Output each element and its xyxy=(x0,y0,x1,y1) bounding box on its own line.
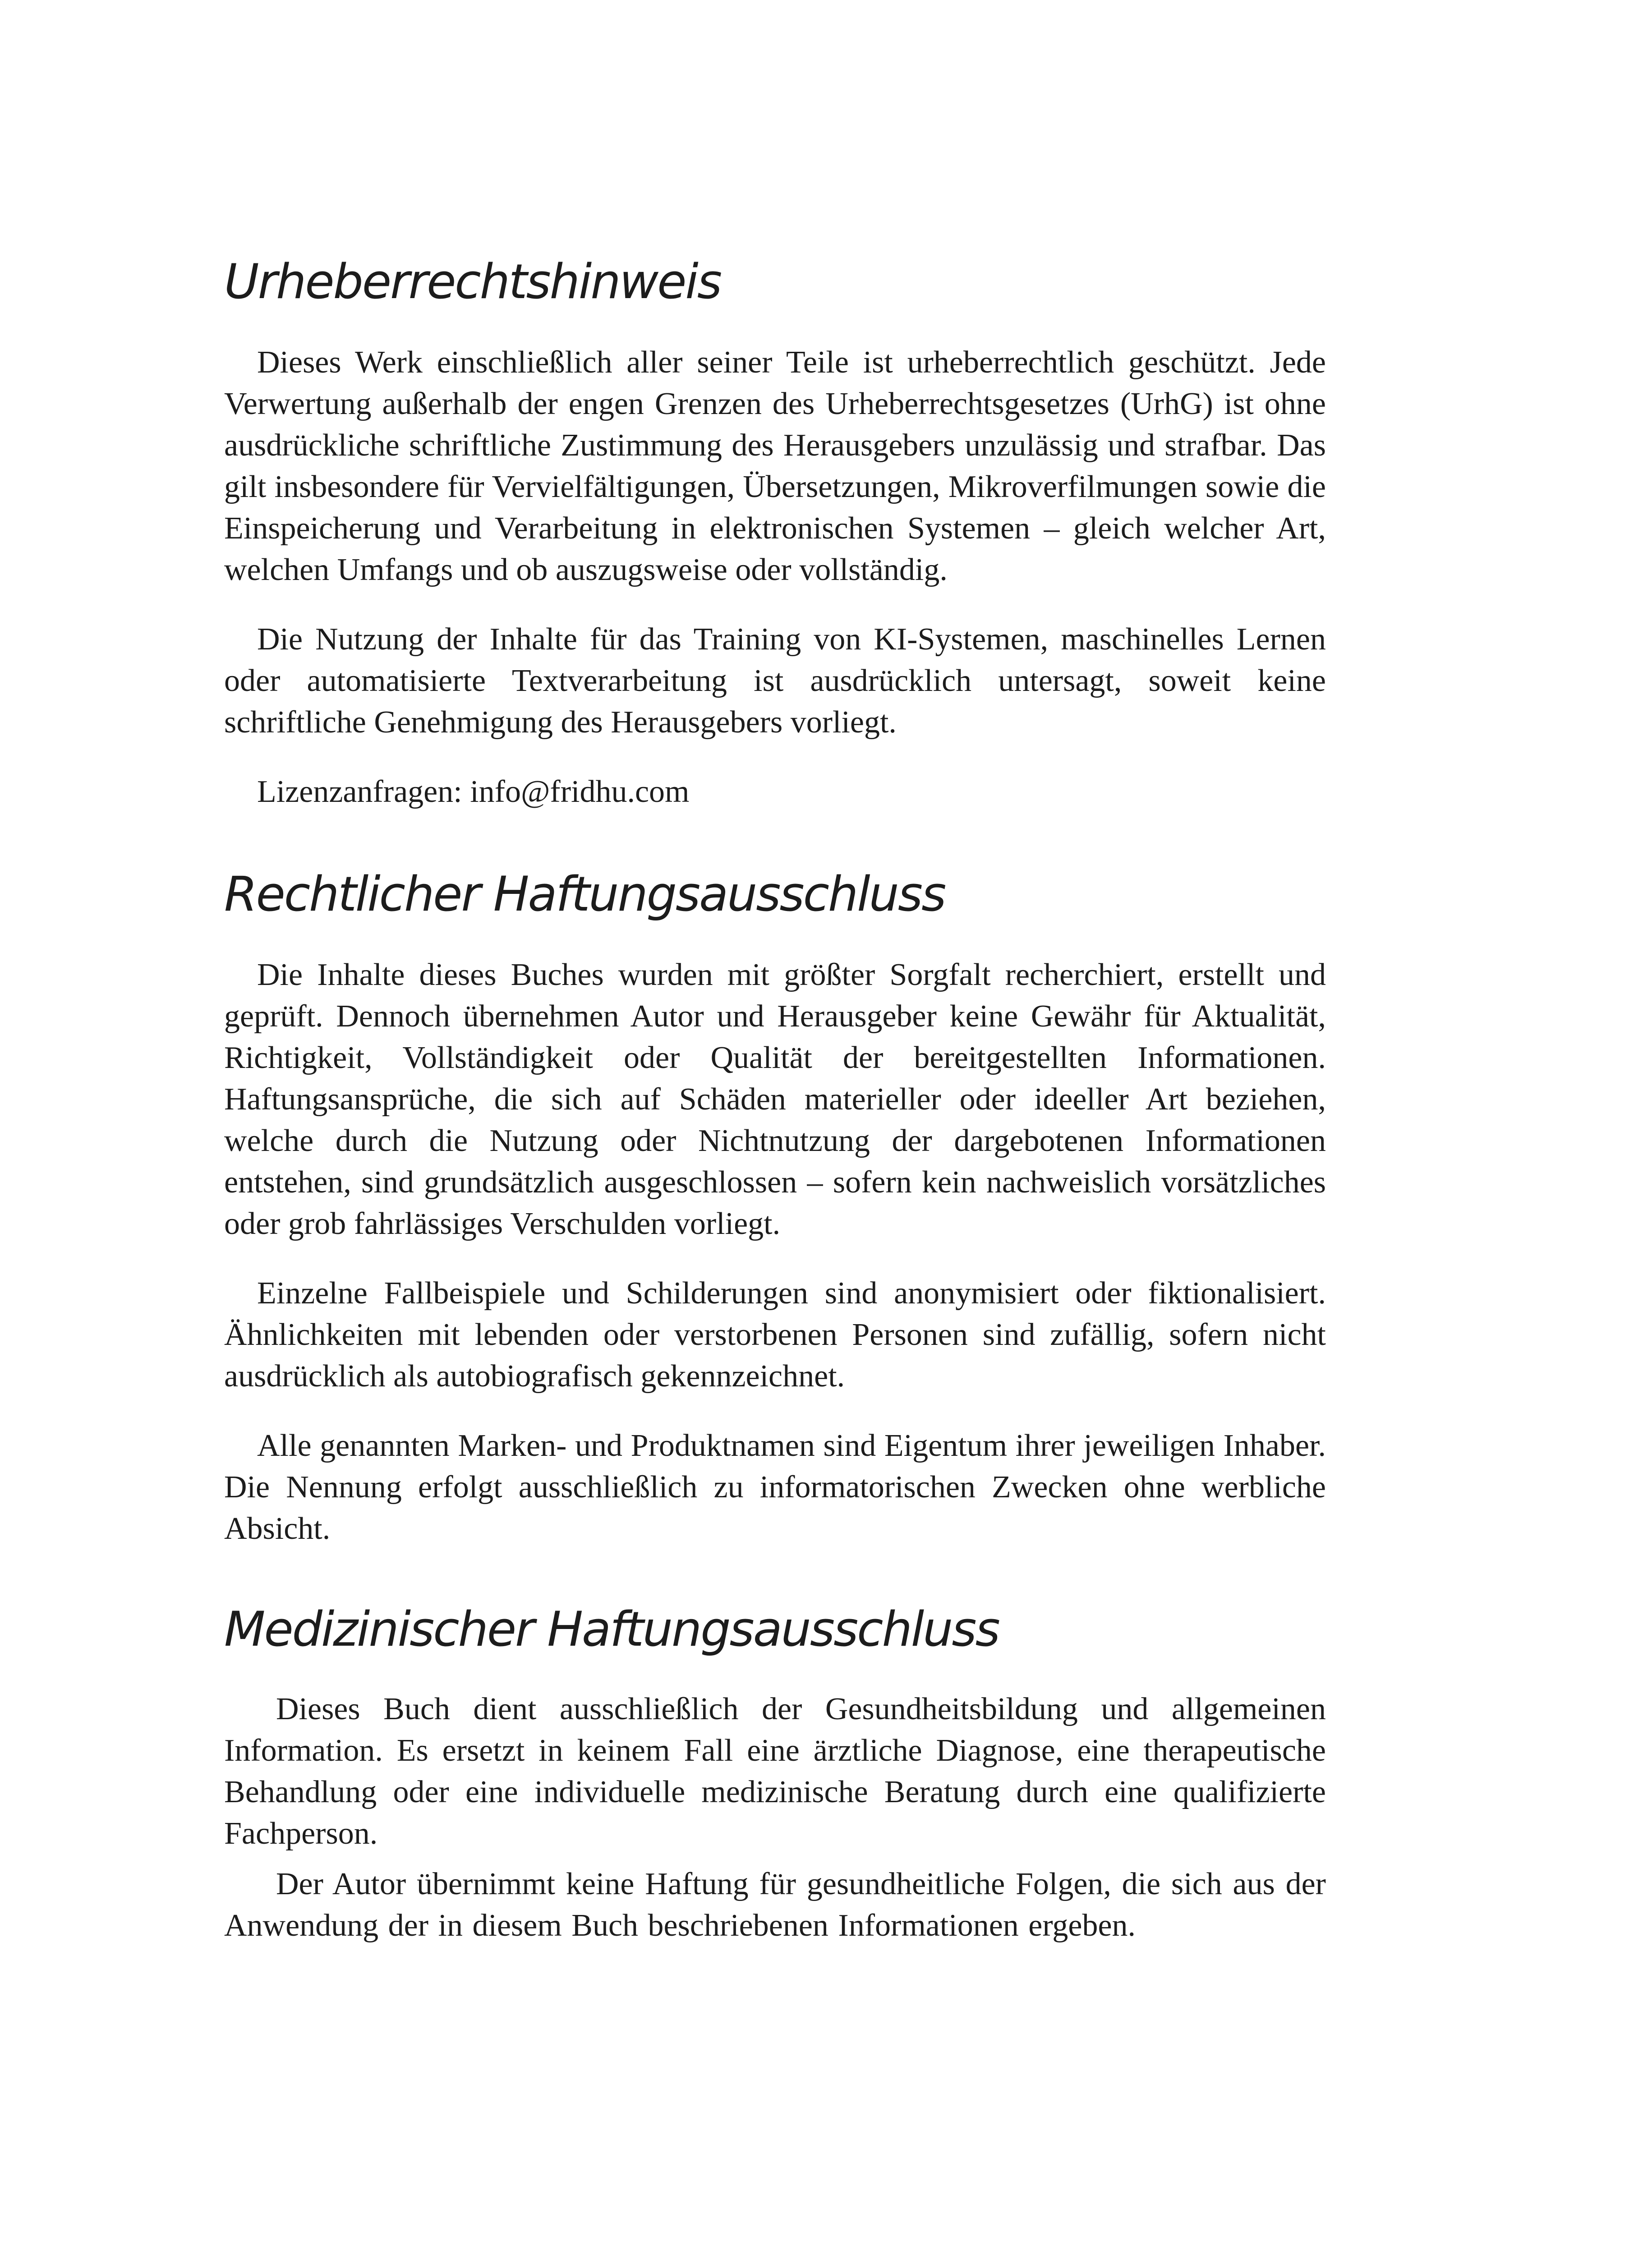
page-content xyxy=(224,253,1326,1947)
body-paragraph: Dieses Werk einschließlich aller seiner Teile ist urheberrechtlich geschützt. Jede Verwertung außerhalb der engen Grenzen des Urheberrechtsgesetzes (UrhG) ist ohne ausdrückliche schriftliche Zustimmung des Herausgebers unzulässig und strafbar. Das gilt insbesondere für Vervielfältigungen, Übersetzungen, Mikroverfilmungen sowie die Einspeicherung und Verarbeitung in elektronischen Systemen – gleich welcher Art, welchen Umfangs und ob auszugsweise oder vollständig. xyxy=(224,345,1326,587)
body-paragraph: Einzelne Fallbeispiele und Schilderungen sind anonymisiert oder fiktionalisiert. Ähnlichkeiten mit lebenden oder verstorbenen Personen sind zufällig, sofern nicht ausdrücklich als autobiografisch gekennzeichnet. xyxy=(224,1276,1326,1394)
section-heading: Medizinischer Haftungsausschluss xyxy=(224,1602,999,1657)
medical-disclaimer-section xyxy=(224,1600,1326,1947)
section-heading: Rechtlicher Haftungsausschluss xyxy=(224,866,945,922)
copyright-notice-section xyxy=(224,253,1326,813)
body-paragraph: Dieses Buch dient ausschließlich der Gesundheitsbildung und allgemeinen Information. Es ersetzt in keinem Fall eine ärztliche Diagnose, eine therapeutische Behandlung oder eine individuelle medizinische Beratung durch eine qualifizierte Fachperson. xyxy=(224,1692,1326,1851)
license-inquiry-line: Lizenzanfragen: info@fridhu.com xyxy=(257,774,690,809)
body-paragraph: Die Nutzung der Inhalte für das Training von KI-Systemen, maschinelles Lernen oder automatisierte Textverarbeitung ist ausdrücklich untersagt, soweit keine schriftliche Genehmigung des Herausgebers vorliegt. xyxy=(224,622,1326,740)
body-paragraph: Die Inhalte dieses Buches wurden mit größter Sorgfalt recherchiert, erstellt und geprüft. Dennoch übernehmen Autor und Herausgeber keine Gewähr für Aktualität, Richtigkeit, Vollständigkeit oder Qualität der bereitgestellten Informationen. Haftungsansprüche, die sich auf Schäden materieller oder ideeller Art beziehen, welche durch die Nutzung oder Nichtnutzung der dargebotenen Informationen entstehen, sind grundsätzlich ausgeschlossen – sofern kein nachweislich vorsätzliches oder grob fahrlässiges Verschulden vorliegt. xyxy=(224,957,1326,1241)
section-heading: Urheberrechtshinweis xyxy=(224,254,721,309)
body-paragraph: Alle genannten Marken- und Produktnamen sind Eigentum ihrer jeweiligen Inhaber. Die Nennung erfolgt ausschließlich zu informatorischen Zwecken ohne werbliche Absicht. xyxy=(224,1428,1326,1546)
legal-disclaimer-section xyxy=(224,865,1326,1550)
body-paragraph: Der Autor übernimmt keine Haftung für gesundheitliche Folgen, die sich aus der Anwendung der in diesem Buch beschriebenen Informationen ergeben. xyxy=(224,1867,1326,1943)
